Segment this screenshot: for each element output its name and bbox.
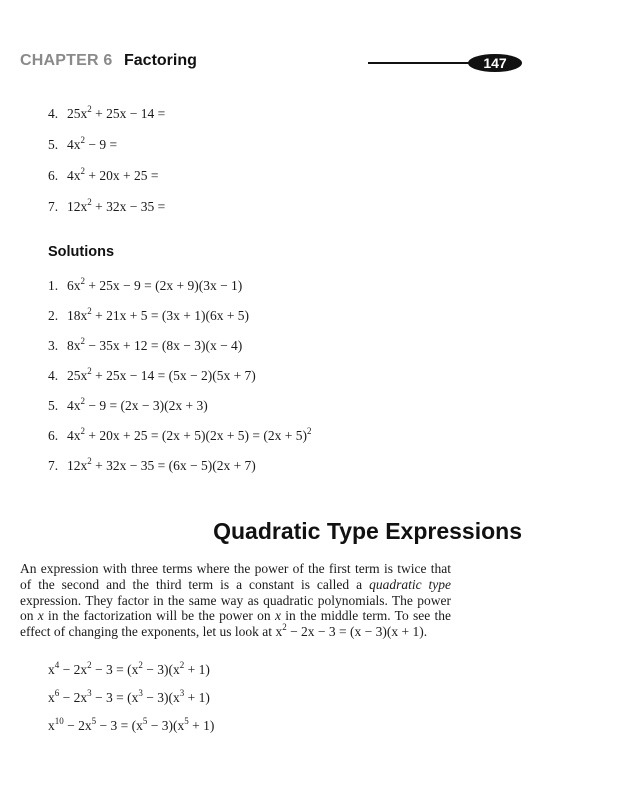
emphasis-term: quadratic type: [369, 576, 451, 592]
page-number-badge: 147: [468, 54, 522, 72]
section-title: Quadratic Type Expressions: [213, 518, 522, 544]
solution-number: 6.: [48, 428, 59, 443]
solution-item: 4. $25x^2 + 25x - 14 = (5x - 2)(5x + 7)$: [48, 366, 312, 396]
problem-number: 4.: [48, 106, 59, 121]
page-header: [20, 50, 520, 76]
problem-list: [48, 104, 165, 228]
body-paragraph: An expression with three terms where the power of the first term is twice that of the second and the third term is a constant is called a quadratic type expression. They factor in the same way as quadratic polynomials. The power on x in the factorization will be the power on x in the middle term. To see the effect of changing the exponents, let us look at $x^2 - 2x - 3 = (x - 3)(x + 1)$.: [20, 561, 451, 640]
chapter-title: Factoring: [124, 52, 197, 69]
solution-number: 3.: [48, 338, 59, 353]
solution-item: 6. $4x^2 + 20x + 25 = (2x + 5)(2x + 5) = (2x + 5)^2$: [48, 426, 312, 456]
solutions-heading: Solutions: [48, 244, 115, 260]
example-equation: $x^{10} - 2x^5 - 3 = (x^5 - 3)(x^5 + 1)$: [48, 715, 215, 733]
solution-number: 2.: [48, 308, 59, 323]
solution-item: 2. $18x^2 + 21x + 5 = (3x + 1)(6x + 5)$: [48, 306, 312, 336]
solution-number: 7.: [48, 458, 59, 473]
example-equation: $x^4 - 2x^2 - 3 = (x^2 - 3)(x^2 + 1)$: [48, 659, 210, 677]
example-list: [48, 660, 214, 744]
solution-item: 1. $6x^2 + 25x - 9 = (2x + 9)(3x - 1)$: [48, 276, 312, 306]
solution-list: [48, 276, 312, 486]
problem-number: 5.: [48, 137, 59, 152]
solution-number: 4.: [48, 368, 59, 383]
header-rule: [368, 62, 478, 64]
problem-item: 7. $12x^2 + 32x - 35$ =: [48, 197, 165, 228]
solution-item: 5. $4x^2 - 9 = (2x - 3)(2x + 3)$: [48, 396, 312, 426]
solution-item: 3. $8x^2 - 35x + 12 = (8x - 3)(x - 4)$: [48, 336, 312, 366]
problem-item: 6. $4x^2 + 20x + 25$ =: [48, 166, 165, 197]
problem-number: 7.: [48, 199, 59, 214]
solution-number: 1.: [48, 278, 59, 293]
problem-number: 6.: [48, 168, 59, 183]
solution-number: 5.: [48, 398, 59, 413]
chapter-label: CHAPTER 6: [20, 52, 113, 69]
problem-item: 5. $4x^2 - 9$ =: [48, 135, 165, 166]
example-equation: $x^6 - 2x^3 - 3 = (x^3 - 3)(x^3 + 1)$: [48, 687, 210, 705]
problem-item: 4. $25x^2 + 25x - 14$ =: [48, 104, 165, 135]
solution-item: 7. $12x^2 + 32x - 35 = (6x - 5)(2x + 7)$: [48, 456, 312, 486]
